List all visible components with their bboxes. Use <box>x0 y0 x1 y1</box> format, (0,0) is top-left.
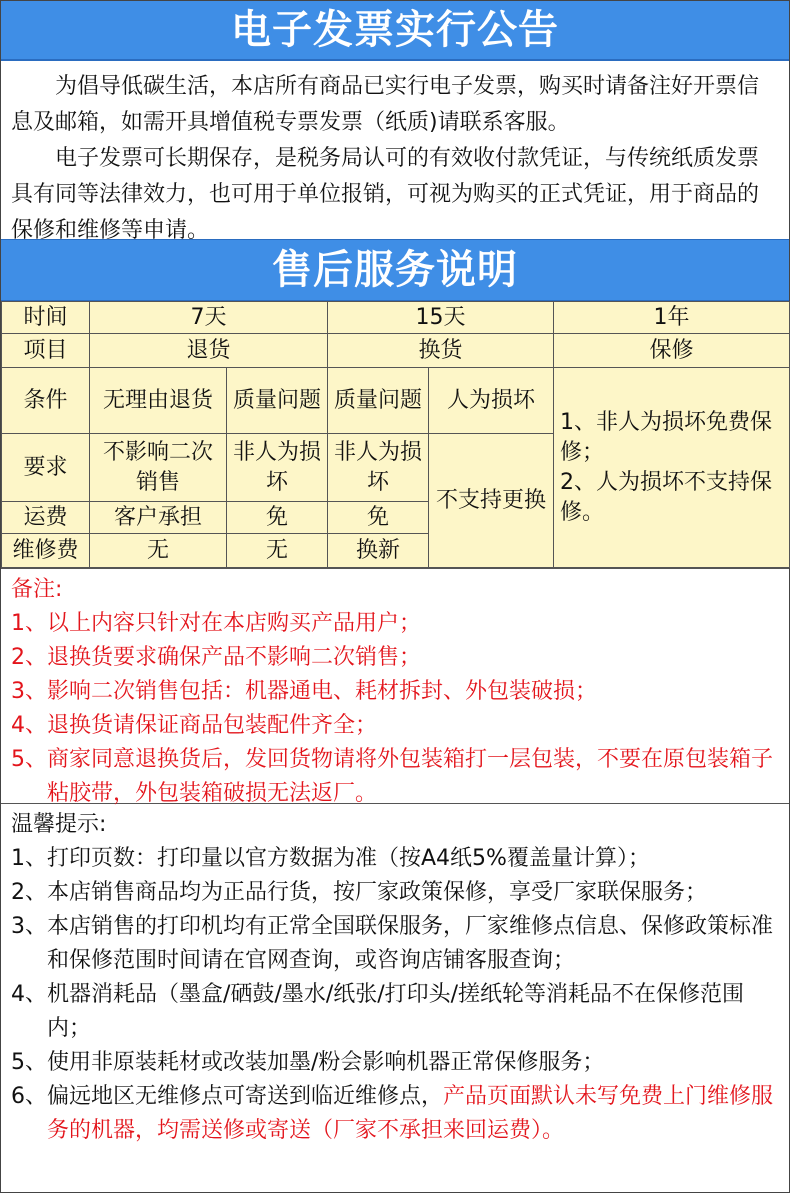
tip-6-text: 6、偏远地区无维修点可寄送到临近维修点， <box>11 1084 443 1109</box>
invoice-notice-body <box>1 61 789 243</box>
cell-condition-quality-1: 质量问题 <box>227 368 328 434</box>
tip-item-6 <box>11 1080 779 1148</box>
service-table <box>1 301 790 568</box>
warranty-term: 2、人为损坏不支持保修。 <box>560 469 772 525</box>
service-title: 售后服务说明 <box>1 239 789 301</box>
row-label-shipping: 运费 <box>2 502 90 534</box>
cell-condition-quality-2: 质量问题 <box>328 368 429 434</box>
remark-item: 1、以上内容只针对在本店购买产品用户； <box>11 611 421 636</box>
tips-section <box>1 804 789 1152</box>
notice-paragraph: 为倡导低碳生活，本店所有商品已实行电子发票，购买时请备注好开票信息及邮箱，如需开具增值税专票发票（纸质)请联系客服。 <box>11 74 760 135</box>
row-label-time: 时间 <box>2 302 90 334</box>
tip-6-highlight: 产品页面默认未写免费上门维修服务的机器，均需送修或寄送（厂家不承担来回运费）。 <box>47 1084 774 1143</box>
cell-ship-exchange-1: 免 <box>227 502 328 534</box>
tip-item: 2、本店销售商品均为正品行货，按厂家政策保修，享受厂家联保服务； <box>11 880 707 905</box>
cell-warranty: 保修 <box>554 334 790 368</box>
cell-fee-return: 无 <box>90 534 227 568</box>
cell-ship-exchange-2: 免 <box>328 502 429 534</box>
cell-return: 退货 <box>90 334 328 368</box>
table-row <box>2 368 790 434</box>
tip-item: 5、使用非原装耗材或改装加墨/粉会影响机器正常保修服务； <box>11 1050 605 1075</box>
cell-req-exchange-2: 非人为损坏 <box>328 434 429 502</box>
remarks-section <box>1 568 789 804</box>
remark-item: 5、商家同意退换货后，发回货物请将外包装箱打一层包装，不要在原包装箱子粘胶带，外包装箱破损无法返厂。 <box>11 747 773 806</box>
cell-fee-exchange-1: 无 <box>227 534 328 568</box>
remark-item: 2、退换货要求确保产品不影响二次销售； <box>11 645 421 670</box>
cell-15-days: 15天 <box>328 302 554 334</box>
notice-paragraph: 电子发票可长期保存，是税务局认可的有效收付款凭证，与传统纸质发票具有同等法律效力，也可用于单位报销，可视为购买的正式凭证，用于商品的保修和维修等申请。 <box>11 146 760 243</box>
cell-warranty-terms <box>554 368 790 568</box>
cell-fee-exchange-2: 换新 <box>328 534 429 568</box>
remark-item: 4、退换货请保证商品包装配件齐全； <box>11 713 377 738</box>
cell-req-human: 不支持更换 <box>429 434 554 568</box>
row-label-item: 项目 <box>2 334 90 368</box>
cell-condition-human: 人为损坏 <box>429 368 554 434</box>
cell-ship-return: 客户承担 <box>90 502 227 534</box>
warranty-term: 1、非人为损坏免费保修； <box>560 409 772 465</box>
cell-1-year: 1年 <box>554 302 790 334</box>
remark-item: 3、影响二次销售包括：机器通电、耗材拆封、外包装破损； <box>11 679 597 704</box>
invoice-notice-title: 电子发票实行公告 <box>1 1 789 61</box>
tip-item: 4、机器消耗品（墨盒/硒鼓/墨水/纸张/打印头/搓纸轮等消耗品不在保修范围内； <box>11 982 745 1041</box>
cell-condition-return: 无理由退货 <box>90 368 227 434</box>
cell-req-return: 不影响二次销售 <box>90 434 227 502</box>
tip-item: 1、打印页数：打印量以官方数据为准（按A4纸5%覆盖量计算）； <box>11 846 650 871</box>
cell-exchange: 换货 <box>328 334 554 368</box>
cell-req-exchange-1: 非人为损坏 <box>227 434 328 502</box>
cell-7-days: 7天 <box>90 302 328 334</box>
table-row <box>2 302 790 334</box>
table-row <box>2 334 790 368</box>
row-label-repair-fee: 维修费 <box>2 534 90 568</box>
row-label-requirement: 要求 <box>2 434 90 502</box>
tips-title: 温馨提示: <box>11 812 107 837</box>
tip-item: 3、本店销售的打印机均有正常全国联保服务，厂家维修点信息、保修政策标准和保修范围时间请在官网查询，或咨询店铺客服查询； <box>11 914 773 973</box>
row-label-condition: 条件 <box>2 368 90 434</box>
remarks-title: 备注: <box>11 577 63 602</box>
